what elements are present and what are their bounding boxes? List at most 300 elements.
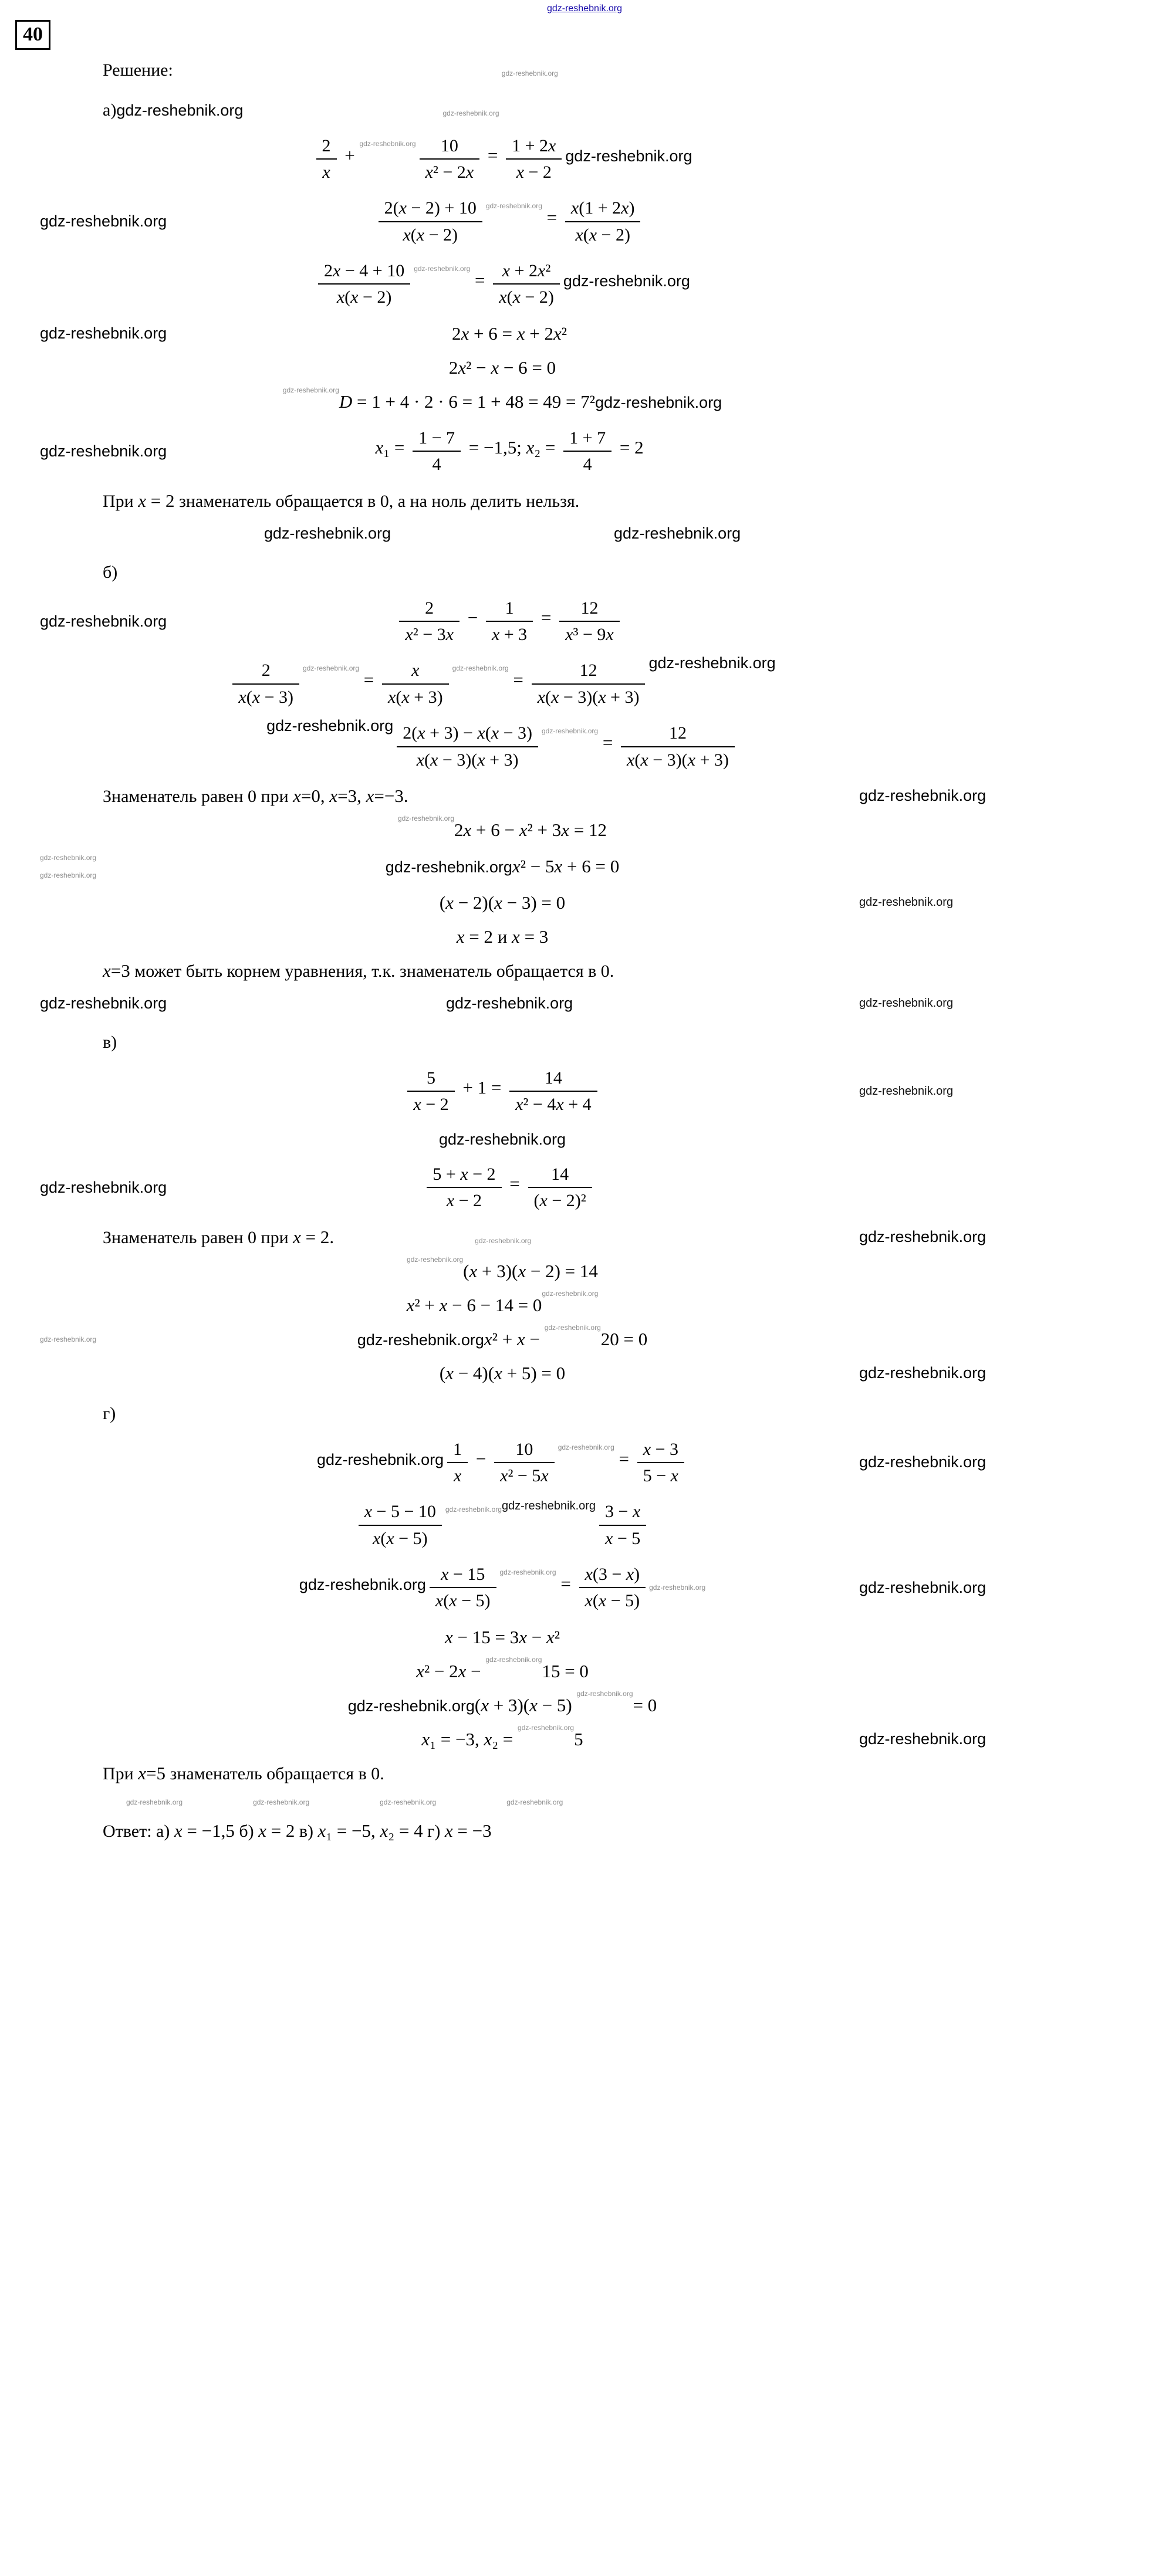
watermark-tiny: gdz-reshebnik.org xyxy=(542,1289,599,1298)
static-text: может быть корнем уравнения, т.к. знаменатель обращается в 0. xyxy=(130,961,614,981)
fraction xyxy=(232,660,299,708)
row-content xyxy=(153,260,852,308)
row-content xyxy=(167,323,852,344)
watermark: gdz-reshebnik.org xyxy=(116,101,244,119)
row-content xyxy=(153,1439,852,1487)
fraction xyxy=(579,1564,646,1612)
watermark-tiny: gdz-reshebnik.org xyxy=(544,1323,601,1332)
watermark-tiny: gdz-reshebnik.org xyxy=(397,814,455,822)
eq-b2 xyxy=(0,654,1169,708)
math-text: = 0 xyxy=(633,1694,657,1715)
note-v-denominator xyxy=(0,1227,1169,1248)
right-margin xyxy=(852,1730,1169,1748)
row-content xyxy=(153,136,852,183)
math-text: = xyxy=(508,669,528,690)
watermark: gdz-reshebnik.org xyxy=(614,524,741,542)
eq-a2 xyxy=(0,198,1169,245)
row-content xyxy=(153,1723,852,1750)
math-text: x = −3 xyxy=(444,1820,492,1841)
numerator: x − 3 xyxy=(637,1439,684,1463)
row-content xyxy=(153,1689,852,1716)
math-text: 2x + 6 − x² + 3x = 12 xyxy=(454,819,607,840)
answer xyxy=(0,1820,1169,1842)
denominator: x(x − 3) xyxy=(238,687,293,707)
note-b-denominator xyxy=(0,786,1169,807)
row-content xyxy=(0,1033,852,1052)
row-content xyxy=(153,357,852,378)
numerator: 2 xyxy=(399,598,460,622)
fraction xyxy=(532,660,646,708)
watermark-tiny: gdz-reshebnik.org xyxy=(442,109,499,117)
denominator: x(x − 3)(x + 3) xyxy=(416,750,519,770)
eq-v6 xyxy=(0,1363,1169,1384)
left-margin xyxy=(0,442,167,461)
math-text: = xyxy=(505,1173,525,1194)
watermark: gdz-reshebnik.org xyxy=(859,1084,954,1098)
eq-g4 xyxy=(0,1627,1169,1648)
right-margin xyxy=(852,787,1169,805)
fraction xyxy=(399,598,460,645)
row-content xyxy=(0,1227,852,1248)
row-content xyxy=(153,1627,852,1648)
watermark: gdz-reshebnik.org xyxy=(859,1453,986,1471)
math-text: 2x + 6 = x + 2x² xyxy=(452,323,567,344)
denominator: x(x − 2) xyxy=(499,287,554,307)
math-text: x = −1,5 xyxy=(174,1820,235,1841)
math-text: = xyxy=(542,207,562,228)
left-margin xyxy=(0,324,167,343)
numerator: 1 + 7 xyxy=(563,428,611,452)
math-text: = xyxy=(598,732,618,753)
fraction xyxy=(509,1068,597,1115)
eq-v3 xyxy=(0,1255,1169,1282)
denominator: x − 5 xyxy=(605,1528,641,1548)
fraction xyxy=(493,260,560,308)
fraction xyxy=(599,1501,646,1549)
row-content xyxy=(153,385,852,412)
static-text: знаменатель обращается в 0, а на ноль делить нельзя. xyxy=(174,491,580,511)
numerator: 1 xyxy=(486,598,533,622)
denominator: (x − 2)² xyxy=(533,1191,586,1211)
fraction xyxy=(359,1501,442,1549)
math-text: = xyxy=(536,607,556,628)
eq-b5 xyxy=(0,854,1169,879)
math-text: x² − 2x − xyxy=(416,1660,486,1681)
eq-g3 xyxy=(0,1564,1169,1612)
denominator: x xyxy=(322,162,330,182)
row-part-v xyxy=(0,1033,1169,1052)
watermark-tiny: gdz-reshebnik.org xyxy=(40,871,97,879)
eq-b3 xyxy=(0,717,1169,770)
fraction xyxy=(413,428,461,475)
fraction xyxy=(397,723,538,770)
numerator: 1 + 2x xyxy=(506,136,562,160)
row-content xyxy=(153,814,852,841)
fraction xyxy=(316,136,337,183)
denominator: x(x − 5) xyxy=(584,1591,640,1611)
denominator: x − 2 xyxy=(516,162,552,182)
math-text: 5 xyxy=(574,1728,583,1749)
fraction xyxy=(494,1439,555,1487)
math-text: (x + 3)(x − 5) xyxy=(474,1694,577,1715)
solution-body xyxy=(0,60,1169,1842)
watermark-tiny: gdz-reshebnik.org xyxy=(475,1236,532,1245)
numerator: x − 5 − 10 xyxy=(359,1501,442,1525)
watermark: gdz-reshebnik.org xyxy=(563,272,690,290)
numerator: 12 xyxy=(559,598,620,622)
denominator: 4 xyxy=(583,455,592,475)
static-text: г) xyxy=(423,1821,445,1841)
watermark-tiny: gdz-reshebnik.org xyxy=(40,1335,97,1343)
denominator: x(x − 2) xyxy=(403,225,458,245)
watermark-medium: gdz-reshebnik.org xyxy=(501,1499,596,1513)
row-content xyxy=(153,1068,852,1115)
fraction xyxy=(559,598,620,645)
static-text: в) xyxy=(295,1821,318,1841)
fraction xyxy=(430,1564,496,1612)
left-margin xyxy=(0,1179,167,1197)
math-text: (x − 4)(x + 5) = 0 xyxy=(439,1362,566,1383)
row-content xyxy=(0,1820,852,1842)
row-content xyxy=(167,428,852,475)
watermark: gdz-reshebnik.org xyxy=(266,717,394,735)
row-content xyxy=(153,524,852,543)
math-text: x = 2 и x = 3 xyxy=(456,926,549,947)
math-text: + 1 = xyxy=(458,1077,506,1098)
fraction xyxy=(318,260,410,308)
math-text: − xyxy=(471,1448,491,1469)
eq-a4 xyxy=(0,323,1169,344)
watermark: gdz-reshebnik.org xyxy=(446,994,573,1012)
numerator: 12 xyxy=(621,723,735,747)
watermark-tiny: gdz-reshebnik.org xyxy=(506,1798,563,1806)
watermark: gdz-reshebnik.org xyxy=(40,324,167,343)
watermark-tiny: gdz-reshebnik.org xyxy=(558,1443,614,1451)
watermark-tiny: gdz-reshebnik.org xyxy=(542,727,599,736)
row-content xyxy=(167,994,852,1013)
row-content xyxy=(167,1164,852,1211)
watermark-tiny: gdz-reshebnik.org xyxy=(380,1798,437,1806)
row-content xyxy=(153,1564,852,1612)
eq-g1 xyxy=(0,1439,1169,1487)
numerator: x + 2x² xyxy=(493,260,560,285)
denominator: x(x − 3)(x + 3) xyxy=(627,750,729,770)
row-content xyxy=(153,1289,852,1316)
watermark-tiny: gdz-reshebnik.org xyxy=(445,1505,502,1514)
numerator: 1 xyxy=(447,1439,468,1463)
math-text: x² + x − xyxy=(484,1328,545,1349)
watermark-tiny: gdz-reshebnik.org xyxy=(253,1798,310,1806)
denominator: x(x − 5) xyxy=(435,1591,491,1611)
math-text: (x + 3)(x − 2) = 14 xyxy=(463,1260,598,1281)
math-text: 2x² − x − 6 = 0 xyxy=(448,357,556,378)
watermark-tiny: gdz-reshebnik.org xyxy=(576,1689,633,1698)
row-part-g xyxy=(0,1404,1169,1424)
row-content xyxy=(0,786,852,807)
note-a xyxy=(0,490,1169,512)
top-watermark xyxy=(0,0,1169,14)
fraction xyxy=(621,723,735,770)
row-content xyxy=(153,717,852,770)
math-text: = −1,5; x₂ = xyxy=(464,436,560,458)
watermark: gdz-reshebnik.org xyxy=(859,1228,986,1246)
math-text: − xyxy=(462,607,482,628)
eq-g5 xyxy=(0,1655,1169,1682)
math-text: = 2 xyxy=(615,436,644,458)
row-content xyxy=(153,1323,852,1350)
fraction xyxy=(506,136,562,183)
right-margin xyxy=(852,1085,1169,1098)
watermark: gdz-reshebnik.org xyxy=(859,1730,986,1748)
row-content xyxy=(153,892,852,913)
numerator: x(1 + 2x) xyxy=(565,198,641,222)
numerator: 10 xyxy=(494,1439,555,1463)
numerator: 2 xyxy=(232,660,299,684)
math-text: x = 2. xyxy=(293,1226,335,1247)
math-text: x=5 xyxy=(138,1762,165,1783)
watermark: gdz-reshebnik.org xyxy=(859,1578,986,1596)
row-content xyxy=(153,1655,852,1682)
watermark-tiny: gdz-reshebnik.org xyxy=(649,1583,706,1592)
watermark: gdz-reshebnik.org xyxy=(40,1178,167,1196)
numerator: 5 + x − 2 xyxy=(427,1164,501,1188)
denominator: x − 2 xyxy=(446,1191,482,1211)
math-text: 15 = 0 xyxy=(542,1660,589,1681)
static-text: а) xyxy=(103,100,117,120)
row-part-b xyxy=(0,563,1169,583)
eq-a5 xyxy=(0,357,1169,378)
row-content xyxy=(0,60,852,80)
static-text: Решение: xyxy=(103,60,173,80)
watermark: gdz-reshebnik.org xyxy=(385,858,512,876)
numerator: 2 xyxy=(316,136,337,160)
left-margin xyxy=(0,854,153,879)
denominator: x(x + 3) xyxy=(388,687,443,707)
watermark-tiny: gdz-reshebnik.org xyxy=(126,1798,183,1806)
denominator: x(x − 3)(x + 3) xyxy=(537,687,640,707)
eq-b1 xyxy=(0,598,1169,645)
watermark: gdz-reshebnik.org xyxy=(347,1697,475,1715)
eq-g6 xyxy=(0,1689,1169,1716)
watermark: gdz-reshebnik.org xyxy=(648,654,776,672)
wm-row-b xyxy=(0,994,1169,1013)
eq-g2 xyxy=(0,1501,1169,1549)
math-text: D = 1 + 4 · 2 · 6 = 1 + 48 = 49 = 7² xyxy=(339,391,596,412)
watermark: gdz-reshebnik.org xyxy=(40,994,167,1012)
problem-number-badge: 40 xyxy=(15,20,50,50)
denominator: 4 xyxy=(432,455,441,475)
watermark: gdz-reshebnik.org xyxy=(40,612,167,630)
watermark-stack xyxy=(40,854,153,879)
math-text: = xyxy=(359,669,379,690)
static-text: При xyxy=(103,491,138,511)
eq-b6 xyxy=(0,892,1169,913)
denominator: x² − 4x + 4 xyxy=(515,1095,592,1115)
fraction xyxy=(528,1164,592,1211)
row-content xyxy=(153,856,852,877)
wm-row-bottom xyxy=(0,1797,1169,1807)
fraction xyxy=(407,1068,454,1115)
fraction xyxy=(447,1439,468,1487)
watermark: gdz-reshebnik.org xyxy=(595,393,722,411)
watermark: gdz-reshebnik.org xyxy=(40,442,167,460)
note-b-root xyxy=(0,960,1169,981)
eq-v4 xyxy=(0,1289,1169,1316)
watermark: gdz-reshebnik.org xyxy=(438,1130,566,1148)
denominator: x xyxy=(453,1465,462,1485)
watermark-tiny: gdz-reshebnik.org xyxy=(282,385,339,394)
watermark-tiny: gdz-reshebnik.org xyxy=(499,1568,556,1577)
fraction xyxy=(427,1164,501,1211)
denominator: x(x − 2) xyxy=(575,225,630,245)
left-margin xyxy=(0,612,167,631)
math-text: (x − 2)(x − 3) = 0 xyxy=(439,892,566,913)
row-content xyxy=(153,1501,852,1549)
numerator: 14 xyxy=(509,1068,597,1092)
row-content xyxy=(153,926,852,947)
static-text: г) xyxy=(103,1403,116,1423)
row-content xyxy=(0,1404,852,1424)
watermark: gdz-reshebnik.org xyxy=(859,1364,986,1382)
watermark: gdz-reshebnik.org xyxy=(263,524,391,542)
row-content xyxy=(0,490,852,512)
watermark: gdz-reshebnik.org xyxy=(859,787,986,805)
fraction xyxy=(563,428,611,475)
eq-a3 xyxy=(0,260,1169,308)
numerator: 2(x + 3) − x(x − 3) xyxy=(397,723,538,747)
row-content xyxy=(153,1363,852,1384)
math-text: x₁ = −5, x₂ = 4 xyxy=(317,1820,423,1841)
top-watermark-link[interactable]: gdz-reshebnik.org xyxy=(546,4,623,13)
watermark-tiny: gdz-reshebnik.org xyxy=(407,1255,464,1264)
math-text: x=0, x=3, x=−3. xyxy=(293,785,408,806)
numerator: x(3 − x) xyxy=(579,1564,646,1588)
watermark-tiny: gdz-reshebnik.org xyxy=(452,664,509,673)
eq-g7 xyxy=(0,1723,1169,1750)
watermark: gdz-reshebnik.org xyxy=(565,147,692,165)
math-text: x = 2 xyxy=(138,490,175,511)
numerator: 2(x − 2) + 10 xyxy=(379,198,482,222)
numerator: 10 xyxy=(420,136,480,160)
row-content xyxy=(0,960,852,981)
right-margin xyxy=(852,997,1169,1010)
watermark-tiny: gdz-reshebnik.org xyxy=(359,139,416,148)
eq-b7 xyxy=(0,926,1169,947)
static-text: Ответ: а) xyxy=(103,1821,174,1841)
left-margin xyxy=(0,1334,153,1345)
numerator: 12 xyxy=(532,660,646,684)
denominator: x − 2 xyxy=(413,1095,449,1115)
row-content xyxy=(153,1130,852,1149)
row-content xyxy=(167,198,852,245)
math-text: x − 15 = 3x − x² xyxy=(444,1626,560,1647)
row-content xyxy=(0,1797,852,1807)
static-text: Знаменатель равен 0 при xyxy=(103,786,293,806)
watermark-tiny: gdz-reshebnik.org xyxy=(414,265,471,273)
denominator: x³ − 9x xyxy=(565,625,614,645)
wm-row-v xyxy=(0,1130,1169,1149)
fraction xyxy=(486,598,533,645)
watermark: gdz-reshebnik.org xyxy=(40,212,167,231)
math-text: x=3 xyxy=(103,960,130,981)
watermark: gdz-reshebnik.org xyxy=(859,896,954,909)
denominator: x² − 5x xyxy=(500,1465,549,1485)
watermark-tiny: gdz-reshebnik.org xyxy=(485,202,542,211)
math-text: x² + x − 6 − 14 = 0 xyxy=(406,1294,542,1315)
wm-row-a xyxy=(0,524,1169,543)
eq-v1 xyxy=(0,1068,1169,1115)
math-text: = xyxy=(614,1448,634,1469)
denominator: x(x − 5) xyxy=(373,1528,428,1548)
static-text: б) xyxy=(103,562,118,582)
right-margin xyxy=(852,896,1169,909)
row-content xyxy=(0,1763,852,1784)
math-text: x = 2 xyxy=(258,1820,295,1841)
row-content xyxy=(153,1255,852,1282)
numerator: 14 xyxy=(528,1164,592,1188)
eq-a7 xyxy=(0,428,1169,475)
fraction xyxy=(379,198,482,245)
math-text: 20 = 0 xyxy=(600,1328,648,1349)
watermark: gdz-reshebnik.org xyxy=(317,1450,444,1468)
numerator: x xyxy=(382,660,449,684)
denominator: x(x − 2) xyxy=(336,287,392,307)
static-text: Знаменатель равен 0 при xyxy=(103,1227,293,1247)
eq-a6 xyxy=(0,385,1169,412)
numerator: 2x − 4 + 10 xyxy=(318,260,410,285)
fraction xyxy=(420,136,480,183)
row-content xyxy=(0,563,852,583)
row-solution-label xyxy=(0,60,1169,80)
math-text: = xyxy=(470,270,490,291)
row-content xyxy=(167,598,852,645)
denominator: 5 − x xyxy=(643,1465,678,1485)
watermark-tiny: gdz-reshebnik.org xyxy=(302,664,360,673)
fraction xyxy=(565,198,641,245)
row-part-a xyxy=(0,100,1169,120)
watermark: gdz-reshebnik.org xyxy=(357,1331,484,1349)
fraction xyxy=(382,660,449,708)
denominator: x + 3 xyxy=(491,625,528,645)
eq-b4 xyxy=(0,814,1169,841)
static-text: б) xyxy=(234,1821,259,1841)
watermark: gdz-reshebnik.org xyxy=(299,1576,426,1594)
left-margin xyxy=(0,994,167,1013)
static-text: знаменатель обращается в 0. xyxy=(165,1763,384,1783)
numerator: x − 15 xyxy=(430,1564,496,1588)
eq-v2 xyxy=(0,1164,1169,1211)
math-text: + xyxy=(340,144,360,165)
left-margin xyxy=(0,212,167,231)
math-text: x² − 5x + 6 = 0 xyxy=(512,855,620,876)
watermark: gdz-reshebnik.org xyxy=(859,996,954,1010)
numerator: 3 − x xyxy=(599,1501,646,1525)
denominator: x² − 3x xyxy=(405,625,454,645)
math-text: = xyxy=(556,1573,576,1595)
right-margin xyxy=(852,1364,1169,1382)
watermark-tiny: gdz-reshebnik.org xyxy=(40,853,97,862)
math-text: x₁ = xyxy=(375,436,410,458)
right-margin xyxy=(852,1228,1169,1246)
row-content xyxy=(153,654,852,708)
row-content xyxy=(0,100,852,120)
right-margin xyxy=(852,1579,1169,1597)
static-text: в) xyxy=(103,1032,117,1052)
static-text: При xyxy=(103,1763,138,1783)
numerator: 5 xyxy=(407,1068,454,1092)
math-text: = xyxy=(483,144,503,165)
watermark-tiny: gdz-reshebnik.org xyxy=(501,69,558,77)
